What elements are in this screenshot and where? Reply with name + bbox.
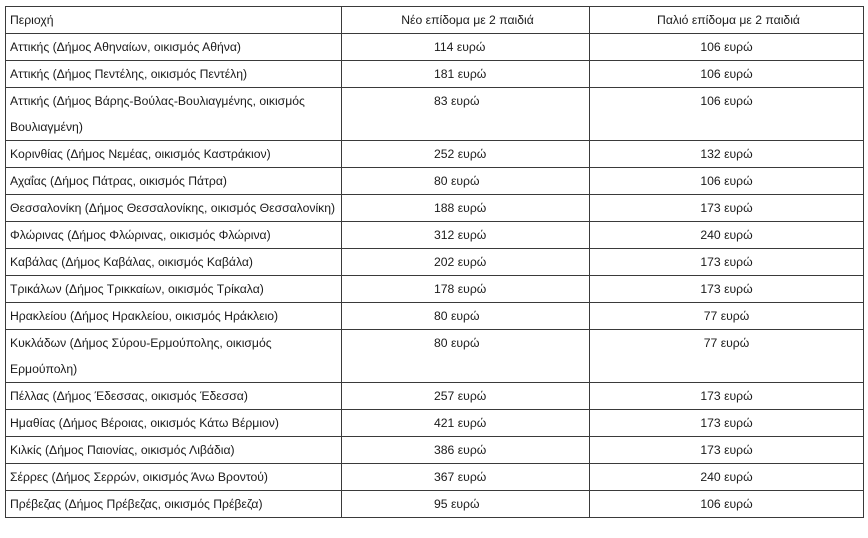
new-allowance-cell: 178 ευρώ bbox=[342, 276, 590, 303]
table-row bbox=[6, 383, 864, 410]
allowance-table bbox=[5, 6, 864, 518]
allowance-comparison-sheet bbox=[5, 6, 864, 518]
old-allowance-cell: 77 ευρώ bbox=[590, 330, 864, 383]
column-header-old-allowance: Παλιό επίδομα με 2 παιδιά bbox=[590, 7, 864, 34]
old-allowance-cell: 173 ευρώ bbox=[590, 410, 864, 437]
region-cell: Ημαθίας (Δήμος Βέροιας, οικισμός Κάτω Βέρμιον) bbox=[6, 410, 342, 437]
table-row bbox=[6, 491, 864, 518]
old-allowance-cell: 173 ευρώ bbox=[590, 383, 864, 410]
region-cell: Τρικάλων (Δήμος Τρικκαίων, οικισμός Τρίκαλα) bbox=[6, 276, 342, 303]
new-allowance-cell: 202 ευρώ bbox=[342, 249, 590, 276]
region-cell: Αττικής (Δήμος Πεντέλης, οικισμός Πεντέλη) bbox=[6, 61, 342, 88]
table-row bbox=[6, 303, 864, 330]
new-allowance-cell: 114 ευρώ bbox=[342, 34, 590, 61]
region-cell: Θεσσαλονίκη (Δήμος Θεσσαλονίκης, οικισμός Θεσσαλονίκη) bbox=[6, 195, 342, 222]
table-row bbox=[6, 222, 864, 249]
region-cell: Σέρρες (Δήμος Σερρών, οικισμός Άνω Βροντού) bbox=[6, 464, 342, 491]
old-allowance-cell: 173 ευρώ bbox=[590, 437, 864, 464]
new-allowance-cell: 367 ευρώ bbox=[342, 464, 590, 491]
table-row bbox=[6, 34, 864, 61]
table-header-row bbox=[6, 7, 864, 34]
new-allowance-cell: 80 ευρώ bbox=[342, 330, 590, 383]
old-allowance-cell: 106 ευρώ bbox=[590, 88, 864, 141]
table-row bbox=[6, 168, 864, 195]
old-allowance-cell: 106 ευρώ bbox=[590, 61, 864, 88]
table-row bbox=[6, 141, 864, 168]
table-row bbox=[6, 195, 864, 222]
old-allowance-cell: 173 ευρώ bbox=[590, 249, 864, 276]
old-allowance-cell: 173 ευρώ bbox=[590, 195, 864, 222]
region-cell: Αττικής (Δήμος Αθηναίων, οικισμός Αθήνα) bbox=[6, 34, 342, 61]
region-cell: Φλώρινας (Δήμος Φλώρινας, οικισμός Φλώρινα) bbox=[6, 222, 342, 249]
old-allowance-cell: 132 ευρώ bbox=[590, 141, 864, 168]
region-cell: Ηρακλείου (Δήμος Ηρακλείου, οικισμός Ηράκλειο) bbox=[6, 303, 342, 330]
region-cell: Πέλλας (Δήμος Έδεσσας, οικισμός Έδεσσα) bbox=[6, 383, 342, 410]
table-row bbox=[6, 276, 864, 303]
table-row bbox=[6, 437, 864, 464]
region-cell: Πρέβεζας (Δήμος Πρέβεζας, οικισμός Πρέβεζα) bbox=[6, 491, 342, 518]
new-allowance-cell: 257 ευρώ bbox=[342, 383, 590, 410]
old-allowance-cell: 240 ευρώ bbox=[590, 464, 864, 491]
region-cell: Κιλκίς (Δήμος Παιονίας, οικισμός Λιβάδια) bbox=[6, 437, 342, 464]
table-row bbox=[6, 464, 864, 491]
table-row bbox=[6, 61, 864, 88]
new-allowance-cell: 95 ευρώ bbox=[342, 491, 590, 518]
old-allowance-cell: 240 ευρώ bbox=[590, 222, 864, 249]
column-header-region: Περιοχή bbox=[6, 7, 342, 34]
new-allowance-cell: 312 ευρώ bbox=[342, 222, 590, 249]
old-allowance-cell: 106 ευρώ bbox=[590, 491, 864, 518]
old-allowance-cell: 106 ευρώ bbox=[590, 168, 864, 195]
new-allowance-cell: 252 ευρώ bbox=[342, 141, 590, 168]
table-row bbox=[6, 330, 864, 383]
new-allowance-cell: 421 ευρώ bbox=[342, 410, 590, 437]
region-cell: Κορινθίας (Δήμος Νεμέας, οικισμός Καστράκιον) bbox=[6, 141, 342, 168]
new-allowance-cell: 181 ευρώ bbox=[342, 61, 590, 88]
new-allowance-cell: 188 ευρώ bbox=[342, 195, 590, 222]
region-cell: Αχαΐας (Δήμος Πάτρας, οικισμός Πάτρα) bbox=[6, 168, 342, 195]
new-allowance-cell: 80 ευρώ bbox=[342, 303, 590, 330]
new-allowance-cell: 80 ευρώ bbox=[342, 168, 590, 195]
table-row bbox=[6, 410, 864, 437]
new-allowance-cell: 386 ευρώ bbox=[342, 437, 590, 464]
region-cell: Κυκλάδων (Δήμος Σύρου-Ερμούπολης, οικισμός Ερμούπολη) bbox=[6, 330, 342, 383]
table-row bbox=[6, 88, 864, 141]
new-allowance-cell: 83 ευρώ bbox=[342, 88, 590, 141]
table-row bbox=[6, 249, 864, 276]
region-cell: Καβάλας (Δήμος Καβάλας, οικισμός Καβάλα) bbox=[6, 249, 342, 276]
old-allowance-cell: 77 ευρώ bbox=[590, 303, 864, 330]
old-allowance-cell: 106 ευρώ bbox=[590, 34, 864, 61]
region-cell: Αττικής (Δήμος Βάρης-Βούλας-Βουλιαγμένης, οικισμός Βουλιαγμένη) bbox=[6, 88, 342, 141]
column-header-new-allowance: Νέο επίδομα με 2 παιδιά bbox=[342, 7, 590, 34]
old-allowance-cell: 173 ευρώ bbox=[590, 276, 864, 303]
